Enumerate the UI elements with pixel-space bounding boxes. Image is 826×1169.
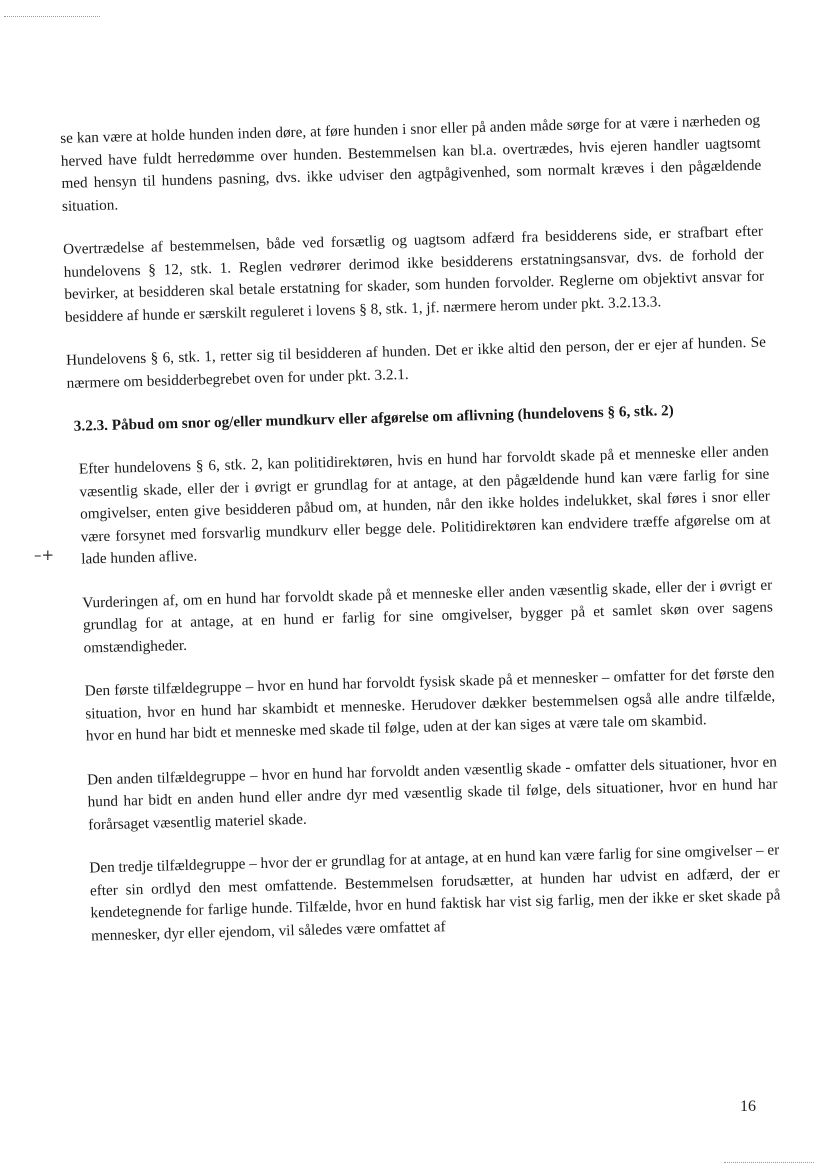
scan-artifact-bottom xyxy=(724,1162,814,1163)
paragraph: Hundelovens § 6, stk. 1, retter sig til besidderen af hunden. Det er ikke altid den person, der er ejer af hunden. Se nærmere om besidderbegrebet oven for under pkt. 3.2.1. xyxy=(65,333,767,392)
page-number: 16 xyxy=(740,1098,756,1115)
handwritten-margin-mark: –+ xyxy=(34,546,55,564)
paragraph: Den første tilfældegruppe – hvor en hund har forvoldt fysisk skade på et mennesker – omfatter for det første den situation, hvor en hund har skambidt et menneske. Herudover dækker bestemmelsen også alle andre tilfælde, hvor en hund har bidt et menneske med skade til følge, uden at der kan siges at være tale om skambid. xyxy=(84,664,776,745)
paragraph: Den anden tilfældegruppe – hvor en hund har forvoldt anden væsentlig skade - omfatter dels situationer, hvor en hund har bidt en anden hund eller andre dyr med væsentlig skade til følge, dels situationer, hvor en hund har forårsaget væsentlig materiel skade. xyxy=(86,752,778,833)
section-body xyxy=(69,441,782,948)
scan-artifact-top xyxy=(4,16,100,17)
section-heading: 3.2.3. Påbud om snor og/eller mundkurv eller afgørelse om aflivning (hundelovens § 6, stk. 2) xyxy=(73,402,674,435)
paragraph: Overtrædelse af bestemmelsen, både ved forsætlig og uagtsom adfærd fra besidderens side, er strafbart efter hundelovens § 12, stk. 1. Reglen vedrører derimod ikke besidderens erstatningsansvar, dvs. de forhold der bevirker, at besidderen skal betale erstatning for skader, som hunden forvolder. Reglerne om objektivt ansvar for besiddere af hunde er særskilt reguleret i lovens § 8, stk. 1, jf. nærmere herom under pkt. 3.2.13.3. xyxy=(62,222,765,326)
paragraph: Vurderingen af, om en hund har forvoldt skade på et menneske eller anden væsentlig skade, eller der i øvrigt er grundlag for at antage, at en hund er farlig for sine omgivelser, bygger på et samlet skøn over sagens omstændigheder. xyxy=(82,576,774,657)
paragraph: se kan være at holde hunden inden døre, at føre hunden i snor eller på anden måde sørge for at være i nærheden og herved have fuldt herredømme over hunden. Bestemmelsen kan bl.a. overtrædes, hvis ejeren handler uagtsomt med hensyn til hundens pasning, dvs. ikke udviser den agtpågivenhed, som normalt kræves i den pågældende situation. xyxy=(60,111,762,215)
document-body xyxy=(60,110,782,969)
paragraph: Den tredje tilfældegruppe – hvor der er grundlag for at antage, at en hund kan være farlig for sine omgivelser – er efter sin ordlyd den mest omfattende. Bestemmelsen forudsætter, at hunden har udvist en adfærd, der er kendetegnende for farlige hunde. Tilfælde, hvor en hund faktisk har vist sig farlig, men der ikke er sket skade på mennesker, dyr eller ejendom, vil således være omfattet af xyxy=(89,841,781,944)
paragraph: Efter hundelovens § 6, stk. 2, kan politidirektøren, hvis en hund har forvoldt skade på et menneske eller anden væsentlig skade, eller der i øvrigt er grundlag for at antage, at den pågældende hund kan være farlig for sine omgivelser, enten give besidderen påbud om, at hunden, når den ikke holdes indelukket, skal føres i snor eller være forsynet med forsvarlig mundkurv eller begge dele. Politidirektøren kan endvidere træffe afgørelse om at lade hunden aflive. xyxy=(78,442,771,568)
